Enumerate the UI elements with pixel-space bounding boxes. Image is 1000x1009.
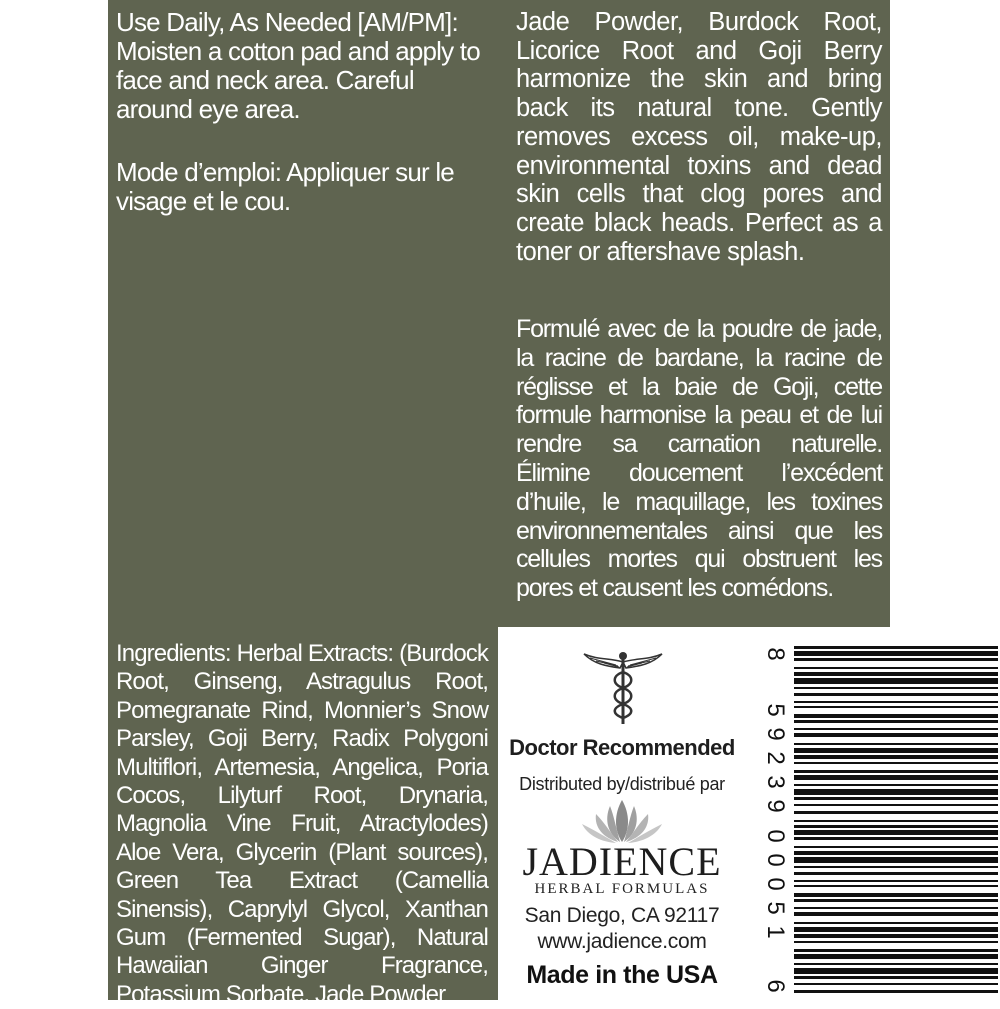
distributed-by: Distributed by/distribué par — [519, 774, 725, 794]
barcode-bar — [794, 706, 998, 708]
barcode-bar — [794, 770, 998, 773]
barcode-bar — [794, 963, 998, 965]
product-description-fr: Formulé avec de la poudre de jade, la racine de bardane, la racine de réglisse et la baie de Goji, cette formule harmonise la peau et de lui rendre sa carnation naturelle. Élimine doucement l’excédent d’huile, le maquillage, les toxines environnementales ainsi que les cellules mortes qui obstruent les pores et causent les comédons. — [516, 315, 882, 603]
barcode-bar — [794, 755, 998, 759]
ingredients-list: Ingredients: Herbal Extracts: (Burdock Root, Ginseng, Astragulus Root, Pomegranate Rind, Monnier’s Snow Parsley, Goji Berry, Radix Polygoni Multiflori, Artemesia, Angelica, Poria Cocos, Lilyturf Root, Drynaria, Magnolia Vine Fruit, Atractylodes) Aloe Vera, Glycerin (Plant sources), Green Tea Extract (Camellia Sinensis), Caprylyl Glycol, Xanthan Gum (Fermented Sugar), Natural Hawaiian Ginger Fragrance, Potassium Sorbate, Jade Powder — [116, 640, 488, 1008]
barcode-bar — [794, 784, 998, 786]
barcode-digit: 0 — [762, 877, 789, 891]
barcode-bar — [794, 797, 998, 800]
barcode-bar — [794, 775, 998, 780]
barcode-digit: 8 — [762, 647, 789, 661]
barcode-digit: 9 — [762, 727, 789, 741]
barcode-bar — [794, 678, 998, 684]
barcode-bar — [794, 872, 998, 875]
barcode — [758, 640, 1000, 1000]
barcode-digit: 2 — [762, 751, 789, 765]
usage-instructions-en: Use Daily, As Needed [AM/PM]: Moisten a cotton pad and apply to face and neck area. Careful around eye area. — [116, 7, 480, 124]
barcode-bar — [794, 954, 998, 959]
barcode-bar — [794, 672, 998, 676]
barcode-bar — [794, 976, 998, 979]
barcode-bar — [794, 667, 998, 669]
barcode-bar — [794, 983, 998, 985]
barcode-bar — [794, 893, 998, 897]
product-description-en: Jade Powder, Burdock Root, Licorice Root and Goji Berry harmonize the skin and bring back its natural tone. Gently removes excess oil, make-up, environmental toxins and dead skin cells that clog pores and create black heads. Perfect as a toner or aftershave splash. — [516, 8, 882, 266]
barcode-bar — [794, 789, 998, 795]
barcode-digit: 6 — [762, 979, 789, 993]
barcode-bar — [794, 851, 998, 855]
barcode-bar — [794, 927, 998, 932]
caduceus-icon — [580, 650, 666, 726]
barcode-bar — [794, 825, 998, 828]
usage-instructions-fr: Mode d’emploi: Appliquer sur le visage et le cou. — [116, 157, 454, 216]
barcode-digit: 9 — [762, 799, 789, 813]
barcode-bar — [794, 912, 998, 916]
barcode-digit: 0 — [762, 853, 789, 867]
doctor-recommended: Doctor Recommended — [509, 735, 735, 760]
barcode-digit: 5 — [762, 901, 789, 915]
barcode-bar — [794, 720, 998, 723]
barcode-bar — [794, 733, 998, 737]
barcode-bar — [794, 837, 998, 840]
barcode-digit: 5 — [762, 703, 789, 717]
barcode-bar — [794, 762, 998, 764]
barcode-bar — [794, 949, 998, 952]
barcode-bar — [794, 907, 998, 909]
barcode-bar — [794, 968, 998, 974]
barcode-bar — [794, 687, 998, 689]
made-in-usa: Made in the USA — [526, 961, 718, 989]
barcode-bar — [794, 941, 998, 943]
barcode-bar — [794, 866, 998, 868]
barcode-bar — [794, 743, 998, 745]
barcode-bar — [794, 701, 998, 703]
barcode-bar — [794, 885, 998, 887]
barcode-bar — [794, 693, 998, 696]
barcode-bar — [794, 658, 998, 661]
barcode-bar — [794, 804, 998, 806]
barcode-digit: 3 — [762, 775, 789, 789]
barcode-digit: 0 — [762, 829, 789, 843]
company-address: San Diego, CA 92117 — [524, 904, 720, 927]
barcode-bar — [794, 646, 998, 649]
barcode-bar — [794, 714, 998, 718]
barcode-bar — [794, 820, 998, 822]
barcode-bar — [794, 857, 998, 863]
barcode-digit: 1 — [762, 925, 789, 939]
barcode-bar — [794, 922, 998, 924]
barcode-bar — [794, 811, 998, 814]
barcode-bar — [794, 899, 998, 902]
barcode-bar — [794, 748, 998, 753]
barcode-bar — [794, 990, 998, 993]
company-website: www.jadience.com — [537, 930, 707, 953]
barcode-bar — [794, 830, 998, 835]
barcode-bar — [794, 934, 998, 938]
barcode-bar — [794, 728, 998, 730]
barcode-bar — [794, 846, 998, 848]
brand-tagline: HERBAL FORMULAS — [534, 881, 710, 897]
barcode-bar — [794, 880, 998, 882]
lotus-logo-icon — [570, 796, 674, 844]
brand-logo: JADIENCE — [522, 839, 722, 884]
barcode-bar — [794, 651, 998, 656]
